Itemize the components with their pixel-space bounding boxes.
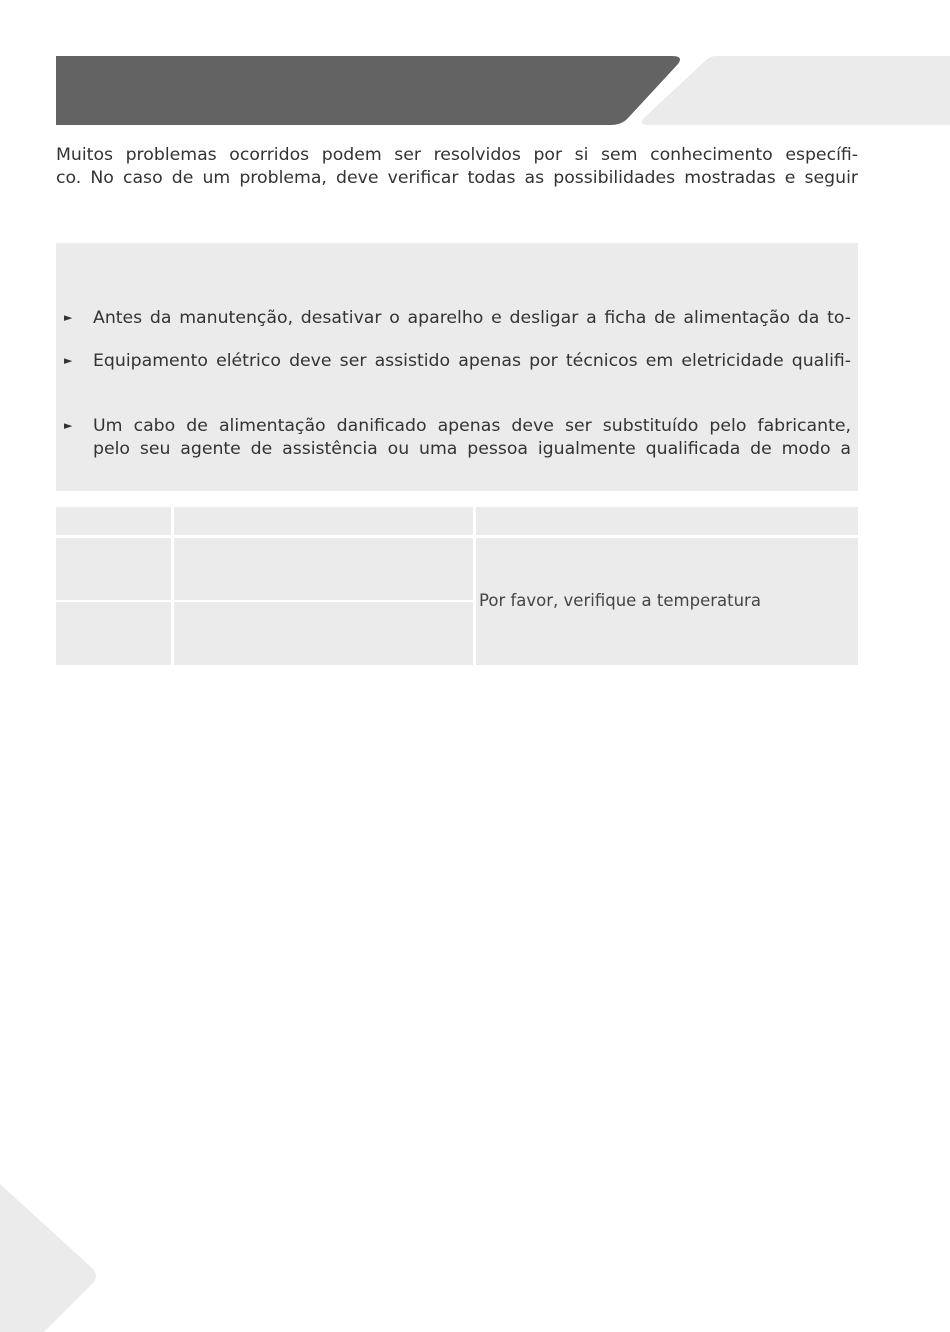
bullet-arrow-icon: ► bbox=[64, 419, 73, 432]
header-tab bbox=[640, 56, 950, 125]
warning-text: Equipamento elétrico deve ser assistido apenas por técnicos em eletricidade qualifi- bbox=[93, 351, 851, 371]
table-cell bbox=[174, 602, 473, 665]
warning-text-line: Um cabo de alimentação danificado apenas deve ser substituído pelo fabricante, bbox=[93, 416, 851, 436]
table-cell bbox=[56, 602, 171, 665]
header-banner bbox=[56, 56, 684, 125]
bullet-arrow-icon: ► bbox=[64, 354, 73, 367]
table-cell bbox=[56, 538, 171, 600]
table-solution-cell bbox=[476, 538, 858, 665]
table-header-cell bbox=[56, 507, 171, 535]
table-cell bbox=[174, 538, 473, 600]
intro-paragraph bbox=[56, 144, 858, 190]
troubleshooting-table bbox=[56, 507, 858, 665]
intro-line: co. No caso de um problema, deve verificar todas as possibilidades mostradas e seguir bbox=[56, 168, 858, 188]
warning-text-line: pelo seu agente de assistência ou uma pessoa igualmente qualificada de modo a bbox=[93, 439, 851, 459]
corner-decoration bbox=[0, 1184, 100, 1332]
table-header-cell bbox=[174, 507, 473, 535]
intro-line: Muitos problemas ocorridos podem ser resolvidos por si sem conhecimento específi- bbox=[56, 145, 858, 165]
warning-text: Antes da manutenção, desativar o aparelho e desligar a ficha de alimentação da to- bbox=[93, 308, 851, 328]
warning-box bbox=[56, 243, 858, 491]
table-header-cell bbox=[476, 507, 858, 535]
solution-text: Por favor, verifique a temperatura bbox=[479, 591, 761, 610]
warning-text bbox=[93, 415, 851, 461]
bullet-arrow-icon: ► bbox=[64, 311, 73, 324]
